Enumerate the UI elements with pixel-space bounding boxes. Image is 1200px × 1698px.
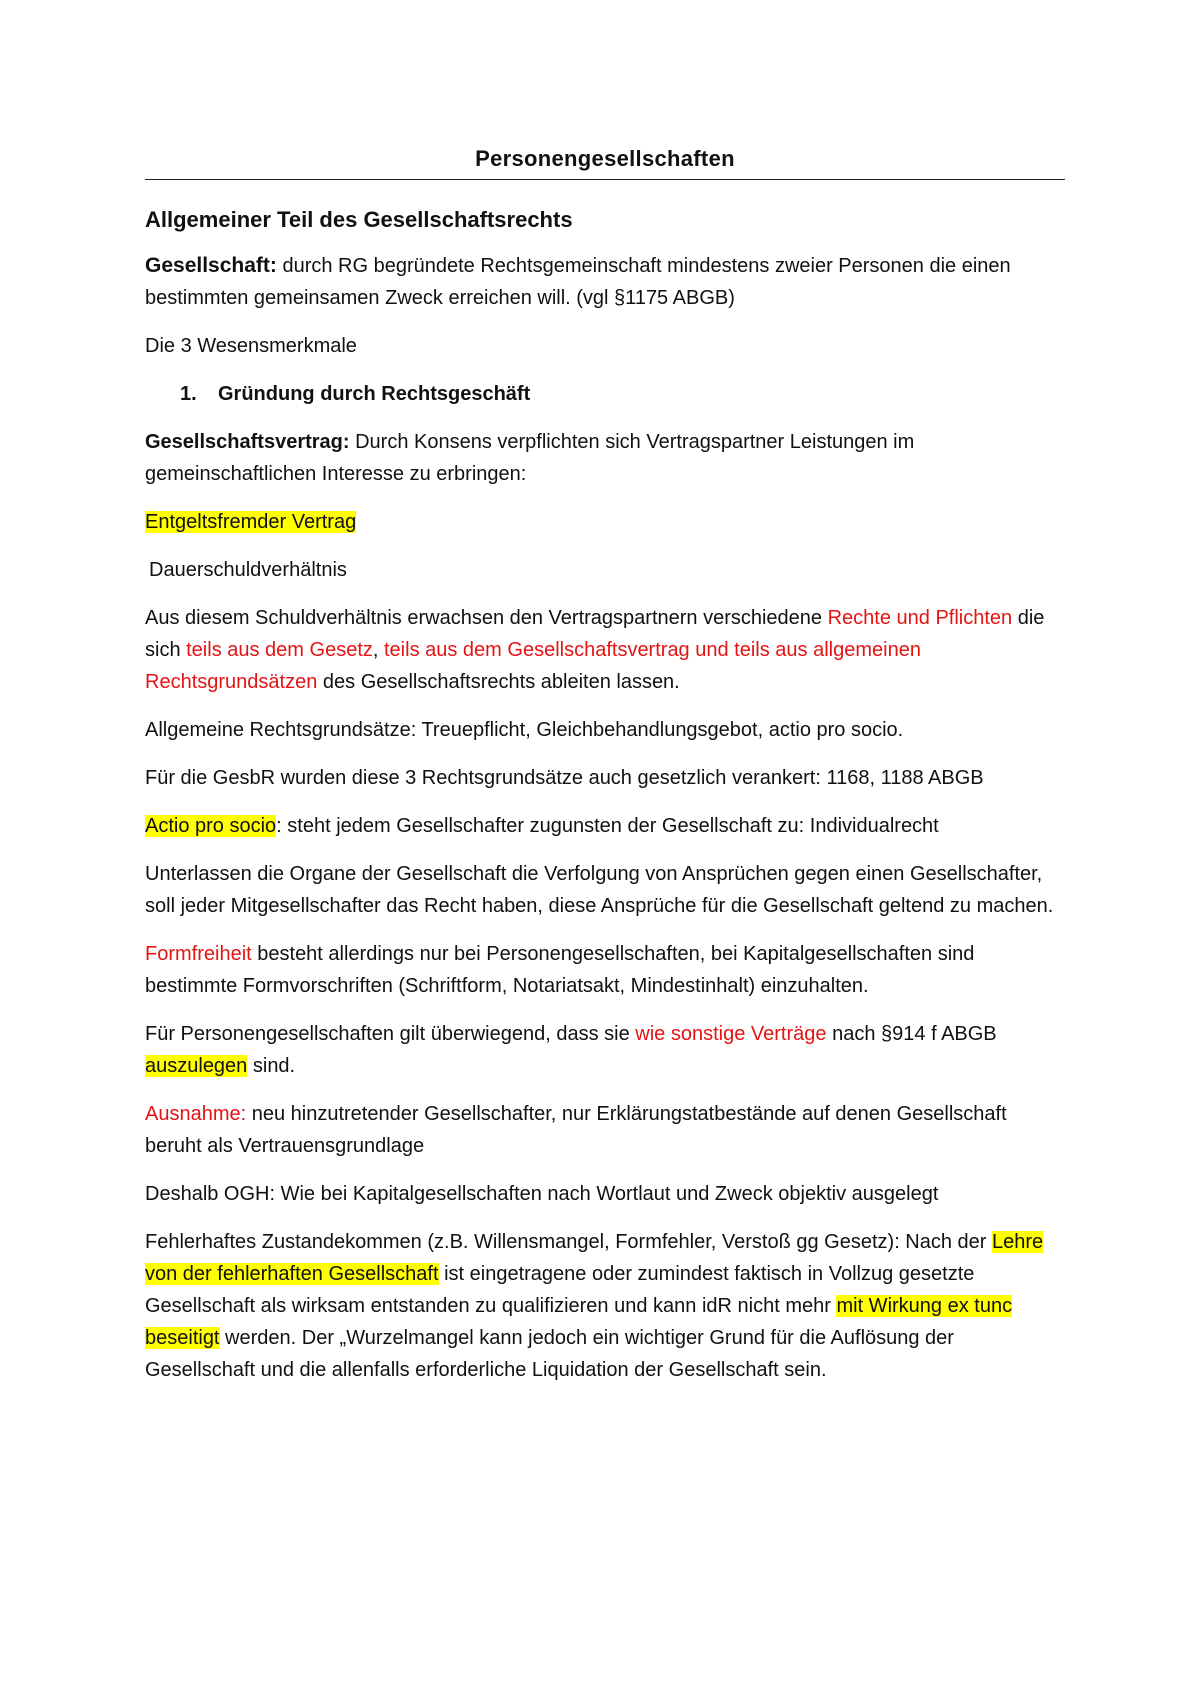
unterlassen-paragraph: Unterlassen die Organe der Gesellschaft die Verfolgung von Ansprüchen gegen einen Gesellschafter, soll jeder Mitgesellschafter das Recht haben, diese Ansprüche für die Gesellschaft geltend zu machen.: [145, 863, 1054, 917]
highlight-ex-tunc: mit Wirkung ex tunc beseitigt: [145, 1295, 1013, 1349]
schuld-paragraph: [145, 602, 1065, 698]
vertrag-text: Durch Konsens verpflichten sich Vertragspartner Leistungen im gemeinschaftlichen Interesse zu erbringen:: [145, 431, 915, 485]
form-red: Formfreiheit: [145, 943, 252, 965]
auslegung-text-c: sind.: [247, 1055, 296, 1077]
auslegung-paragraph: [145, 1018, 1065, 1082]
document-title: Personengesellschaften: [475, 146, 735, 171]
schuld-red-gesetz: teils aus dem Gesetz: [186, 639, 373, 661]
section-heading: Allgemeiner Teil des Gesellschaftsrechts: [145, 207, 573, 232]
auslegung-red: wie sonstige Verträge: [635, 1023, 827, 1045]
title-underline: [145, 179, 1065, 180]
definition-paragraph: [145, 250, 1065, 314]
highlight-actio: Actio pro socio: [145, 815, 277, 837]
highlight-lehre: Lehre von der fehlerhaften Gesellschaft: [145, 1231, 1044, 1285]
vertrag-paragraph: [145, 426, 1065, 490]
fehler-text-a: Fehlerhaftes Zustandekommen (z.B. Willensmangel, Formfehler, Verstoß gg Gesetz): Nach der: [145, 1231, 993, 1253]
ausnahme-red: Ausnahme:: [145, 1103, 247, 1125]
definition-term: Gesellschaft:: [145, 254, 277, 277]
definition-text: durch RG begründete Rechtsgemeinschaft mindestens zweier Personen die einen bestimmten gemeinsamen Zweck erreichen will. (vgl §1175 ABGB): [145, 255, 1011, 309]
schuld-text-e: ,: [372, 639, 384, 661]
ogh-paragraph: Deshalb OGH: Wie bei Kapitalgesellschaften nach Wortlaut und Zweck objektiv ausgelegt: [145, 1183, 939, 1205]
wesensmerkmale-label: Die 3 Wesensmerkmale: [145, 335, 357, 357]
auslegung-text-b: nach §914 f ABGB: [826, 1023, 997, 1045]
schuld-red-rechte: Rechte und Pflichten: [827, 607, 1013, 629]
fehler-text-b: ist eingetragene oder zumindest faktisch in Vollzug gesetzte Gesellschaft als wirksam entstanden zu qualifizieren und kann idR nicht mehr: [145, 1263, 975, 1317]
schuld-text-a: Aus diesem Schuldverhältnis erwachsen den Vertragspartnern verschiedene: [145, 607, 828, 629]
document-body: [145, 204, 1065, 1402]
vertrag-term: Gesellschaftsvertrag:: [145, 431, 350, 453]
schuld-red-vertrag: teils aus dem Gesellschaftsvertrag und teils aus allgemeinen Rechtsgrundsätzen: [145, 639, 921, 693]
grundsaetze-paragraph: Allgemeine Rechtsgrundsätze: Treuepflicht, Gleichbehandlungsgebot, actio pro socio.: [145, 719, 904, 741]
ausnahme-paragraph: [145, 1098, 1065, 1162]
list-number: 1.: [180, 383, 197, 405]
actio-text: : steht jedem Gesellschafter zugunsten der Gesellschaft zu: Individualrecht: [276, 815, 939, 837]
dauerschuld-line: Dauerschuldverhältnis: [149, 559, 347, 581]
schuld-text-g: des Gesellschaftsrechts ableiten lassen.: [317, 671, 680, 693]
fehler-text-c: werden. Der „Wurzelmangel kann jedoch ein wichtiger Grund für die Auflösung der Gesellschaft und die allenfalls erforderliche Liquidation der Gesellschaft sein.: [145, 1327, 954, 1381]
form-text: besteht allerdings nur bei Personengesellschaften, bei Kapitalgesellschaften sind bestimmte Formvorschriften (Schriftform, Notariatsakt, Mindestinhalt) einzuhalten.: [145, 943, 975, 997]
ausnahme-text: neu hinzutretender Gesellschafter, nur Erklärungstatbestände auf denen Gesellschaft beruht als Vertrauensgrundlage: [145, 1103, 1007, 1157]
entgeltsfremd-line: [145, 506, 1065, 538]
fehler-paragraph: [145, 1226, 1065, 1386]
list-text: Gründung durch Rechtsgeschäft: [218, 383, 531, 405]
form-paragraph: [145, 938, 1065, 1002]
gesbr-paragraph: Für die GesbR wurden diese 3 Rechtsgrundsätze auch gesetzlich verankert: 1168, 1188 ABGB: [145, 767, 984, 789]
highlight-auszulegen: auszulegen: [145, 1055, 248, 1077]
highlight-entgeltsfremd: Entgeltsfremder Vertrag: [145, 511, 357, 533]
schuld-text-c: die sich: [145, 607, 1045, 661]
actio-paragraph: [145, 810, 1065, 842]
auslegung-text-a: Für Personengesellschaften gilt überwiegend, dass sie: [145, 1023, 636, 1045]
list-item-gruendung: [145, 378, 1065, 410]
